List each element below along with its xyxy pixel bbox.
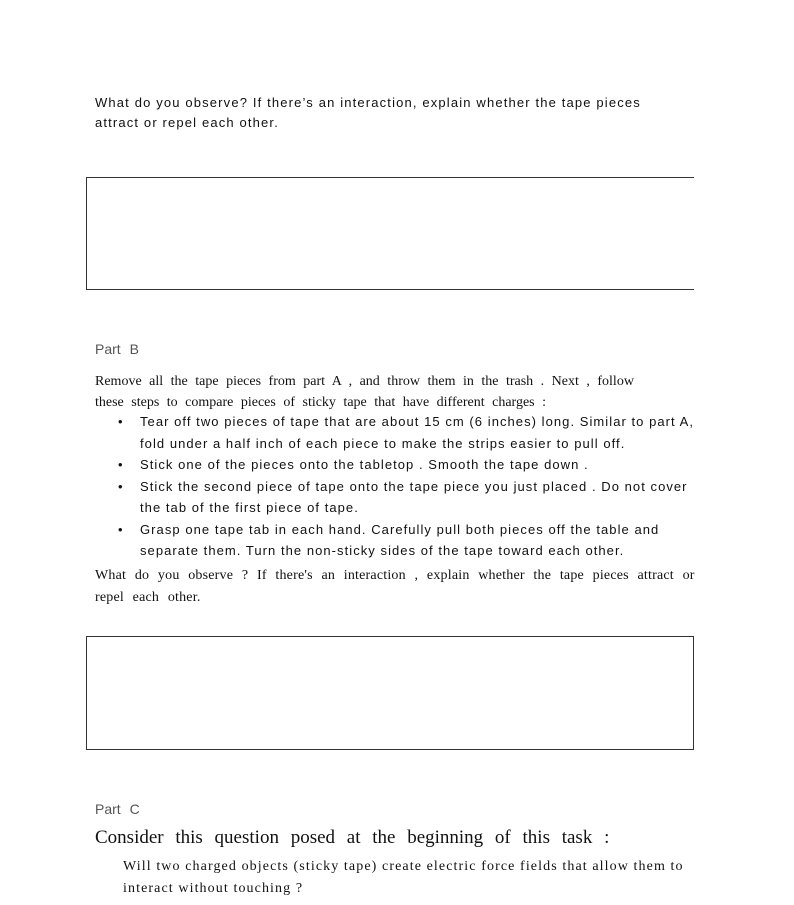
part-b-heading: Part B xyxy=(95,341,139,357)
bullet-icon: • xyxy=(118,521,124,537)
step-item xyxy=(118,454,708,476)
part-b-question: What do you observe ? If there's an interaction , explain whether the tape pieces attract or repel each other. xyxy=(95,568,695,605)
part-c-question: Will two charged objects (sticky tape) create electric force fields that allow them to interact without touching ? xyxy=(123,859,684,896)
part-b-steps-list xyxy=(118,411,708,562)
step-text: Stick one of the pieces onto the tabletop . Smooth the tape down . xyxy=(140,457,589,472)
part-a-answer-box[interactable] xyxy=(86,177,694,290)
part-a-question: What do you observe? If there’s an interaction, explain whether the tape pieces attract or repel each other. xyxy=(95,95,641,130)
step-text: Grasp one tape tab in each hand. Carefully pull both pieces off the table and separate them. Turn the non-sticky sides of the tape toward each other. xyxy=(140,521,660,558)
part-c-heading: Part C xyxy=(95,801,140,817)
part-b-answer-box[interactable] xyxy=(86,636,694,750)
step-text: Stick the second piece of tape onto the tape piece you just placed . Do not cover the tab of the first piece of tape. xyxy=(140,478,688,515)
step-text: Tear off two pieces of tape that are about 15 cm (6 inches) long. Similar to part A, fold under a half inch of each piece to make the strips easier to pull off. xyxy=(140,414,695,451)
bullet-icon: • xyxy=(118,478,124,494)
step-item xyxy=(118,411,708,454)
step-item xyxy=(118,519,708,562)
bullet-icon: • xyxy=(118,457,124,472)
step-item xyxy=(118,476,708,519)
part-b-intro: Remove all the tape pieces from part A , and throw them in the trash . Next , follow these steps to compare pieces of sticky tape that have different charges : xyxy=(95,374,634,410)
part-c-prompt: Consider this question posed at the beginning of this task : xyxy=(95,827,610,848)
bullet-icon: • xyxy=(118,414,124,429)
